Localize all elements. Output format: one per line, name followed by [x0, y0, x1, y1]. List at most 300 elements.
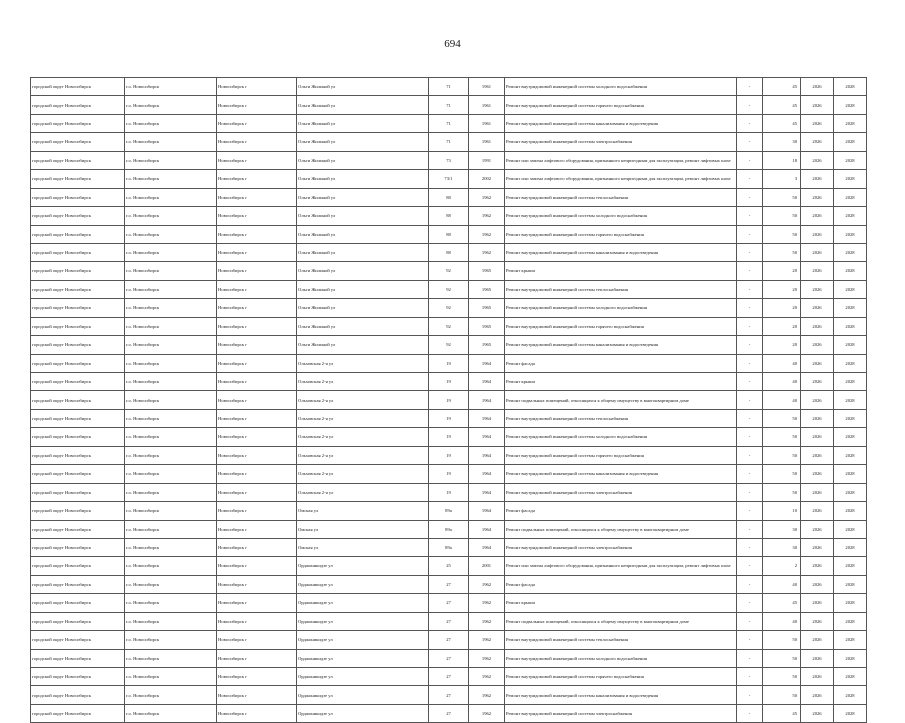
work-type-cell: Ремонт внутридомовой инженерной системы холодного водоснабжения: [505, 649, 737, 667]
work-type-cell: Ремонт внутридомовой инженерной системы горячего водоснабжения: [505, 668, 737, 686]
city-cell: Новосибирск г: [217, 594, 297, 612]
build-year-cell: 1965: [469, 336, 505, 354]
house-number-cell: 73/1: [429, 170, 469, 188]
end-year-cell: 2028: [834, 686, 867, 704]
street-cell: Орджоникидзе ул: [297, 668, 429, 686]
table-row: [31, 483, 867, 501]
municipality-cell: городской округ Новосибирск: [31, 668, 125, 686]
dash-cell: -: [737, 594, 763, 612]
end-year-cell: 2028: [834, 133, 867, 151]
city-cell: Новосибирск г: [217, 299, 297, 317]
end-year-cell: 2028: [834, 151, 867, 169]
table-row: [31, 354, 867, 372]
municipality-cell: городской округ Новосибирск: [31, 207, 125, 225]
house-number-cell: 27: [429, 575, 469, 593]
city-cell: Новосибирск г: [217, 409, 297, 427]
municipality-cell: городской округ Новосибирск: [31, 465, 125, 483]
end-year-cell: 2028: [834, 594, 867, 612]
municipality-cell: городской округ Новосибирск: [31, 538, 125, 556]
dash-cell: -: [737, 465, 763, 483]
work-type-cell: Ремонт внутридомовой инженерной системы теплоснабжения: [505, 280, 737, 298]
district-cell: г.о. Новосибирск: [125, 428, 217, 446]
start-year-cell: 2026: [801, 446, 834, 464]
district-cell: г.о. Новосибирск: [125, 502, 217, 520]
percent-cell: 40: [763, 612, 801, 630]
street-cell: Орджоникидзе ул: [297, 686, 429, 704]
percent-cell: 50: [763, 446, 801, 464]
street-cell: Ольховская 2-я ул: [297, 354, 429, 372]
percent-cell: 30: [763, 538, 801, 556]
district-cell: г.о. Новосибирск: [125, 446, 217, 464]
street-cell: Ольги Жилиной ул: [297, 151, 429, 169]
street-cell: Орджоникидзе ул: [297, 612, 429, 630]
end-year-cell: 2028: [834, 188, 867, 206]
percent-cell: 40: [763, 373, 801, 391]
table-row: [31, 391, 867, 409]
dash-cell: -: [737, 243, 763, 261]
end-year-cell: 2028: [834, 409, 867, 427]
house-number-cell: 71: [429, 96, 469, 114]
house-number-cell: 19: [429, 465, 469, 483]
city-cell: Новосибирск г: [217, 170, 297, 188]
municipality-cell: городской округ Новосибирск: [31, 483, 125, 501]
build-year-cell: 1964: [469, 428, 505, 446]
end-year-cell: 2028: [834, 446, 867, 464]
end-year-cell: 2028: [834, 299, 867, 317]
work-type-cell: Ремонт крыши: [505, 373, 737, 391]
district-cell: г.о. Новосибирск: [125, 612, 217, 630]
house-number-cell: 71: [429, 78, 469, 96]
table-row: [31, 280, 867, 298]
work-type-cell: Ремонт внутридомовой инженерной системы канализования и водоотведения: [505, 686, 737, 704]
district-cell: г.о. Новосибирск: [125, 594, 217, 612]
dash-cell: -: [737, 299, 763, 317]
street-cell: Ольховская 2-я ул: [297, 446, 429, 464]
percent-cell: 30: [763, 133, 801, 151]
district-cell: г.о. Новосибирск: [125, 299, 217, 317]
start-year-cell: 2026: [801, 299, 834, 317]
house-number-cell: 19: [429, 391, 469, 409]
dash-cell: -: [737, 96, 763, 114]
work-type-cell: Ремонт внутридомовой инженерной системы канализования и водоотведения: [505, 465, 737, 483]
district-cell: г.о. Новосибирск: [125, 686, 217, 704]
work-type-cell: Ремонт внутридомовой инженерной системы канализования и водоотведения: [505, 114, 737, 132]
build-year-cell: 1964: [469, 483, 505, 501]
house-number-cell: 19: [429, 446, 469, 464]
percent-cell: 40: [763, 354, 801, 372]
municipality-cell: городской округ Новосибирск: [31, 428, 125, 446]
dash-cell: -: [737, 428, 763, 446]
city-cell: Новосибирск г: [217, 502, 297, 520]
house-number-cell: 89а: [429, 520, 469, 538]
build-year-cell: 1962: [469, 668, 505, 686]
municipality-cell: городской округ Новосибирск: [31, 502, 125, 520]
start-year-cell: 2026: [801, 280, 834, 298]
city-cell: Новосибирск г: [217, 262, 297, 280]
end-year-cell: 2028: [834, 354, 867, 372]
table-row: [31, 649, 867, 667]
work-type-cell: Ремонт подвальных помещений, относящихся к общему имуществу в многоквартирном доме: [505, 520, 737, 538]
start-year-cell: 2026: [801, 465, 834, 483]
municipality-cell: городской округ Новосибирск: [31, 649, 125, 667]
house-number-cell: 27: [429, 649, 469, 667]
district-cell: г.о. Новосибирск: [125, 354, 217, 372]
end-year-cell: 2028: [834, 704, 867, 722]
start-year-cell: 2026: [801, 686, 834, 704]
dash-cell: -: [737, 686, 763, 704]
start-year-cell: 2026: [801, 262, 834, 280]
build-year-cell: 1964: [469, 354, 505, 372]
house-number-cell: 27: [429, 612, 469, 630]
city-cell: Новосибирск г: [217, 446, 297, 464]
work-type-cell: Ремонт внутридомовой инженерной системы канализования и водоотведения: [505, 336, 737, 354]
build-year-cell: 1962: [469, 225, 505, 243]
build-year-cell: 1964: [469, 409, 505, 427]
house-number-cell: 88: [429, 188, 469, 206]
street-cell: Орджоникидзе ул: [297, 575, 429, 593]
district-cell: г.о. Новосибирск: [125, 391, 217, 409]
city-cell: Новосибирск г: [217, 428, 297, 446]
dash-cell: -: [737, 336, 763, 354]
municipality-cell: городской округ Новосибирск: [31, 151, 125, 169]
house-number-cell: 27: [429, 631, 469, 649]
house-number-cell: 27: [429, 686, 469, 704]
start-year-cell: 2026: [801, 668, 834, 686]
table-row: [31, 465, 867, 483]
work-type-cell: Ремонт внутридомовой инженерной системы электроснабжения: [505, 483, 737, 501]
municipality-cell: городской округ Новосибирск: [31, 409, 125, 427]
dash-cell: -: [737, 114, 763, 132]
municipality-cell: городской округ Новосибирск: [31, 704, 125, 722]
city-cell: Новосибирск г: [217, 483, 297, 501]
work-type-cell: Ремонт внутридомовой инженерной системы электроснабжения: [505, 538, 737, 556]
percent-cell: 3: [763, 170, 801, 188]
build-year-cell: 1962: [469, 612, 505, 630]
build-year-cell: 1962: [469, 594, 505, 612]
start-year-cell: 2026: [801, 354, 834, 372]
street-cell: Ольги Жилиной ул: [297, 133, 429, 151]
city-cell: Новосибирск г: [217, 207, 297, 225]
street-cell: Ольги Жилиной ул: [297, 170, 429, 188]
table-row: [31, 151, 867, 169]
city-cell: Новосибирск г: [217, 114, 297, 132]
street-cell: Омская ул: [297, 502, 429, 520]
dash-cell: -: [737, 502, 763, 520]
street-cell: Ольги Жилиной ул: [297, 262, 429, 280]
district-cell: г.о. Новосибирск: [125, 170, 217, 188]
start-year-cell: 2026: [801, 243, 834, 261]
percent-cell: 20: [763, 317, 801, 335]
percent-cell: 50: [763, 649, 801, 667]
table-row: [31, 668, 867, 686]
work-type-cell: Ремонт внутридомовой инженерной системы электроснабжения: [505, 133, 737, 151]
start-year-cell: 2026: [801, 170, 834, 188]
street-cell: Ольховская 2-я ул: [297, 483, 429, 501]
street-cell: Орджоникидзе ул: [297, 649, 429, 667]
start-year-cell: 2026: [801, 96, 834, 114]
work-type-cell: Ремонт подвальных помещений, относящихся к общему имуществу в многоквартирном доме: [505, 391, 737, 409]
house-number-cell: 27: [429, 704, 469, 722]
table-row: [31, 188, 867, 206]
district-cell: г.о. Новосибирск: [125, 78, 217, 96]
street-cell: Орджоникидзе ул: [297, 704, 429, 722]
end-year-cell: 2028: [834, 502, 867, 520]
end-year-cell: 2028: [834, 114, 867, 132]
start-year-cell: 2026: [801, 520, 834, 538]
city-cell: Новосибирск г: [217, 465, 297, 483]
build-year-cell: 1961: [469, 133, 505, 151]
percent-cell: 50: [763, 188, 801, 206]
city-cell: Новосибирск г: [217, 336, 297, 354]
street-cell: Ольги Жилиной ул: [297, 188, 429, 206]
start-year-cell: 2026: [801, 114, 834, 132]
start-year-cell: 2026: [801, 188, 834, 206]
district-cell: г.о. Новосибирск: [125, 151, 217, 169]
house-number-cell: 92: [429, 299, 469, 317]
table-row: [31, 373, 867, 391]
city-cell: Новосибирск г: [217, 354, 297, 372]
percent-cell: 50: [763, 668, 801, 686]
table-row: [31, 78, 867, 96]
house-number-cell: 19: [429, 428, 469, 446]
city-cell: Новосибирск г: [217, 225, 297, 243]
house-number-cell: 19: [429, 409, 469, 427]
build-year-cell: 1965: [469, 317, 505, 335]
work-type-cell: Ремонт внутридомовой инженерной системы горячего водоснабжения: [505, 96, 737, 114]
end-year-cell: 2028: [834, 483, 867, 501]
dash-cell: -: [737, 151, 763, 169]
district-cell: г.о. Новосибирск: [125, 409, 217, 427]
dash-cell: -: [737, 354, 763, 372]
work-type-cell: Ремонт фасада: [505, 502, 737, 520]
house-number-cell: 73: [429, 151, 469, 169]
municipality-cell: городской округ Новосибирск: [31, 336, 125, 354]
work-type-cell: Ремонт внутридомовой инженерной системы канализования и водоотведения: [505, 243, 737, 261]
table-row: [31, 243, 867, 261]
street-cell: Ольховская 2-я ул: [297, 465, 429, 483]
percent-cell: 50: [763, 465, 801, 483]
municipality-cell: городской округ Новосибирск: [31, 354, 125, 372]
city-cell: Новосибирск г: [217, 649, 297, 667]
city-cell: Новосибирск г: [217, 243, 297, 261]
end-year-cell: 2028: [834, 391, 867, 409]
percent-cell: 50: [763, 686, 801, 704]
city-cell: Новосибирск г: [217, 78, 297, 96]
percent-cell: 50: [763, 483, 801, 501]
street-cell: Ольги Жилиной ул: [297, 225, 429, 243]
municipality-cell: городской округ Новосибирск: [31, 373, 125, 391]
street-cell: Омская ул: [297, 520, 429, 538]
municipality-cell: городской округ Новосибирск: [31, 446, 125, 464]
street-cell: Ольги Жилиной ул: [297, 114, 429, 132]
house-number-cell: 92: [429, 317, 469, 335]
work-type-cell: Ремонт или замена лифтового оборудования, признанного непригодным для эксплуатации, ремонт лифтовых шахт: [505, 557, 737, 575]
start-year-cell: 2026: [801, 502, 834, 520]
district-cell: г.о. Новосибирск: [125, 631, 217, 649]
house-number-cell: 19: [429, 373, 469, 391]
work-type-cell: Ремонт или замена лифтового оборудования, признанного непригодным для эксплуатации, ремонт лифтовых шахт: [505, 151, 737, 169]
table-row: [31, 538, 867, 556]
work-type-cell: Ремонт внутридомовой инженерной системы холодного водоснабжения: [505, 299, 737, 317]
house-number-cell: 89а: [429, 502, 469, 520]
house-number-cell: 27: [429, 594, 469, 612]
percent-cell: 45: [763, 594, 801, 612]
district-cell: г.о. Новосибирск: [125, 520, 217, 538]
end-year-cell: 2028: [834, 280, 867, 298]
start-year-cell: 2026: [801, 649, 834, 667]
municipality-cell: городской округ Новосибирск: [31, 391, 125, 409]
start-year-cell: 2026: [801, 207, 834, 225]
dash-cell: -: [737, 631, 763, 649]
start-year-cell: 2026: [801, 631, 834, 649]
start-year-cell: 2026: [801, 317, 834, 335]
percent-cell: 50: [763, 243, 801, 261]
work-type-cell: Ремонт фасада: [505, 575, 737, 593]
end-year-cell: 2028: [834, 575, 867, 593]
table-row: [31, 612, 867, 630]
build-year-cell: 1964: [469, 391, 505, 409]
dash-cell: -: [737, 668, 763, 686]
work-type-cell: Ремонт внутридомовой инженерной системы горячего водоснабжения: [505, 225, 737, 243]
end-year-cell: 2028: [834, 612, 867, 630]
dash-cell: -: [737, 207, 763, 225]
build-year-cell: 1961: [469, 114, 505, 132]
end-year-cell: 2028: [834, 243, 867, 261]
municipality-cell: городской округ Новосибирск: [31, 686, 125, 704]
district-cell: г.о. Новосибирск: [125, 483, 217, 501]
district-cell: г.о. Новосибирск: [125, 262, 217, 280]
end-year-cell: 2028: [834, 96, 867, 114]
build-year-cell: 1964: [469, 465, 505, 483]
percent-cell: 50: [763, 428, 801, 446]
house-number-cell: 92: [429, 262, 469, 280]
street-cell: Ольховская 2-я ул: [297, 391, 429, 409]
percent-cell: 40: [763, 391, 801, 409]
dash-cell: -: [737, 225, 763, 243]
percent-cell: 20: [763, 280, 801, 298]
table-row: [31, 207, 867, 225]
city-cell: Новосибирск г: [217, 704, 297, 722]
dash-cell: -: [737, 391, 763, 409]
street-cell: Орджоникидзе ул: [297, 631, 429, 649]
municipality-cell: городской округ Новосибирск: [31, 280, 125, 298]
house-number-cell: 89а: [429, 538, 469, 556]
work-type-cell: Ремонт или замена лифтового оборудования, признанного непригодным для эксплуатации, ремонт лифтовых шахт: [505, 170, 737, 188]
table-row: [31, 686, 867, 704]
table-row: [31, 520, 867, 538]
end-year-cell: 2028: [834, 262, 867, 280]
build-year-cell: 1964: [469, 538, 505, 556]
end-year-cell: 2028: [834, 317, 867, 335]
work-type-cell: Ремонт фасада: [505, 354, 737, 372]
table-row: [31, 446, 867, 464]
build-year-cell: 1962: [469, 243, 505, 261]
street-cell: Ольги Жилиной ул: [297, 207, 429, 225]
house-number-cell: 92: [429, 336, 469, 354]
build-year-cell: 1962: [469, 649, 505, 667]
district-cell: г.о. Новосибирск: [125, 668, 217, 686]
city-cell: Новосибирск г: [217, 96, 297, 114]
house-number-cell: 88: [429, 207, 469, 225]
percent-cell: 45: [763, 96, 801, 114]
municipality-cell: городской округ Новосибирск: [31, 317, 125, 335]
street-cell: Ольги Жилиной ул: [297, 280, 429, 298]
city-cell: Новосибирск г: [217, 188, 297, 206]
street-cell: Орджоникидзе ул: [297, 594, 429, 612]
table-row: [31, 114, 867, 132]
city-cell: Новосибирск г: [217, 391, 297, 409]
build-year-cell: 2001: [469, 557, 505, 575]
build-year-cell: 2002: [469, 170, 505, 188]
district-cell: г.о. Новосибирск: [125, 557, 217, 575]
municipality-cell: городской округ Новосибирск: [31, 575, 125, 593]
street-cell: Ольховская 2-я ул: [297, 373, 429, 391]
house-number-cell: 88: [429, 225, 469, 243]
street-cell: Ольги Жилиной ул: [297, 336, 429, 354]
district-cell: г.о. Новосибирск: [125, 649, 217, 667]
municipality-cell: городской округ Новосибирск: [31, 299, 125, 317]
table-row: [31, 299, 867, 317]
table-row: [31, 428, 867, 446]
end-year-cell: 2028: [834, 170, 867, 188]
city-cell: Новосибирск г: [217, 280, 297, 298]
table-row: [31, 225, 867, 243]
district-cell: г.о. Новосибирск: [125, 317, 217, 335]
street-cell: Орджоникидзе ул: [297, 557, 429, 575]
municipality-cell: городской округ Новосибирск: [31, 96, 125, 114]
city-cell: Новосибирск г: [217, 612, 297, 630]
work-type-cell: Ремонт внутридомовой инженерной системы теплоснабжения: [505, 188, 737, 206]
municipality-cell: городской округ Новосибирск: [31, 631, 125, 649]
district-cell: г.о. Новосибирск: [125, 575, 217, 593]
build-year-cell: 1964: [469, 373, 505, 391]
street-cell: Ольховская 2-я ул: [297, 428, 429, 446]
end-year-cell: 2028: [834, 520, 867, 538]
house-number-cell: 19: [429, 354, 469, 372]
work-type-cell: Ремонт внутридомовой инженерной системы холодного водоснабжения: [505, 78, 737, 96]
end-year-cell: 2028: [834, 465, 867, 483]
end-year-cell: 2028: [834, 649, 867, 667]
end-year-cell: 2028: [834, 631, 867, 649]
page-number: 694: [444, 38, 461, 50]
table-row: [31, 170, 867, 188]
dash-cell: -: [737, 170, 763, 188]
start-year-cell: 2026: [801, 409, 834, 427]
city-cell: Новосибирск г: [217, 317, 297, 335]
build-year-cell: 1962: [469, 686, 505, 704]
work-type-cell: Ремонт внутридомовой инженерной системы электроснабжения: [505, 704, 737, 722]
municipality-cell: городской округ Новосибирск: [31, 133, 125, 151]
dash-cell: -: [737, 649, 763, 667]
dash-cell: -: [737, 520, 763, 538]
district-cell: г.о. Новосибирск: [125, 336, 217, 354]
build-year-cell: 1962: [469, 575, 505, 593]
capital-repair-table: [30, 77, 867, 723]
district-cell: г.о. Новосибирск: [125, 96, 217, 114]
municipality-cell: городской округ Новосибирск: [31, 557, 125, 575]
end-year-cell: 2028: [834, 557, 867, 575]
district-cell: г.о. Новосибирск: [125, 188, 217, 206]
percent-cell: 20: [763, 299, 801, 317]
table-row: [31, 594, 867, 612]
percent-cell: 50: [763, 225, 801, 243]
table-row: [31, 557, 867, 575]
municipality-cell: городской округ Новосибирск: [31, 262, 125, 280]
dash-cell: -: [737, 262, 763, 280]
end-year-cell: 2028: [834, 668, 867, 686]
work-type-cell: Ремонт внутридомовой инженерной системы холодного водоснабжения: [505, 207, 737, 225]
city-cell: Новосибирск г: [217, 575, 297, 593]
